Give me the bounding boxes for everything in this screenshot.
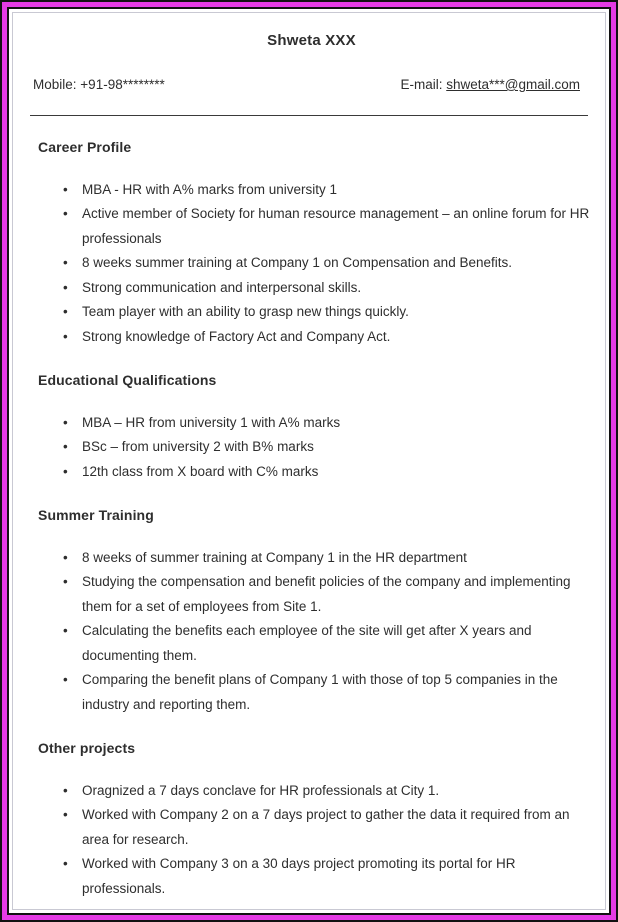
list-item: • 8 weeks of summer training at Company 1 in the HR department xyxy=(30,546,593,571)
resume-document xyxy=(13,30,605,901)
section-title: Summer Training xyxy=(38,506,154,523)
section-summer-training xyxy=(30,503,593,718)
bullet-list xyxy=(30,779,593,902)
bullet-list xyxy=(30,178,593,350)
list-item: • Active member of Society for human resource management – an online forum for HR professionals xyxy=(30,202,593,251)
email-link[interactable]: shweta***@gmail.com xyxy=(446,77,580,92)
list-item: • Comparing the benefit plans of Company 1 with those of top 5 companies in the industry and reporting them. xyxy=(30,668,593,717)
list-item: • Worked with Company 3 on a 30 days project promoting its portal for HR professionals. xyxy=(30,852,593,901)
list-item: • Oragnized a 7 days conclave for HR professionals at City 1. xyxy=(30,779,593,804)
list-item: • Team player with an ability to grasp new things quickly. xyxy=(30,300,593,325)
bullet-list xyxy=(30,546,593,718)
inner-black-border xyxy=(7,7,611,915)
contact-divider xyxy=(30,115,588,116)
list-item: • BSc – from university 2 with B% marks xyxy=(30,435,593,460)
list-item: • MBA – HR from university 1 with A% marks xyxy=(30,411,593,436)
section-title: Career Profile xyxy=(38,138,132,155)
email-label: E-mail: xyxy=(400,77,443,92)
list-item: • Strong knowledge of Factory Act and Company Act. xyxy=(30,325,593,350)
contact-row xyxy=(33,75,580,95)
section-educational-qualifications xyxy=(30,368,593,485)
mobile-value: +91-98******** xyxy=(80,77,165,92)
list-item: • 8 weeks summer training at Company 1 on Compensation and Benefits. xyxy=(30,251,593,276)
section-career-profile xyxy=(30,135,593,350)
list-item: • Calculating the benefits each employee of the site will get after X years and documenting them. xyxy=(30,619,593,668)
section-other-projects xyxy=(30,736,593,902)
email xyxy=(400,75,580,95)
section-title: Educational Qualifications xyxy=(38,371,217,388)
list-item: • Studying the compensation and benefit policies of the company and implementing them for a set of employees from Site 1. xyxy=(30,570,593,619)
list-item: • MBA - HR with A% marks from university 1 xyxy=(30,178,593,203)
candidate-name: Shweta XXX xyxy=(267,32,356,49)
list-item: • Strong communication and interpersonal skills. xyxy=(30,276,593,301)
magenta-border xyxy=(2,2,616,920)
bullet-list xyxy=(30,411,593,485)
mobile-number xyxy=(33,75,165,95)
list-item: • Worked with Company 2 on a 7 days project to gather the data it required from an area for research. xyxy=(30,803,593,852)
mobile-label: Mobile: xyxy=(33,77,77,92)
section-title: Other projects xyxy=(38,739,136,756)
page xyxy=(12,12,606,910)
list-item: • 12th class from X board with C% marks xyxy=(30,460,593,485)
